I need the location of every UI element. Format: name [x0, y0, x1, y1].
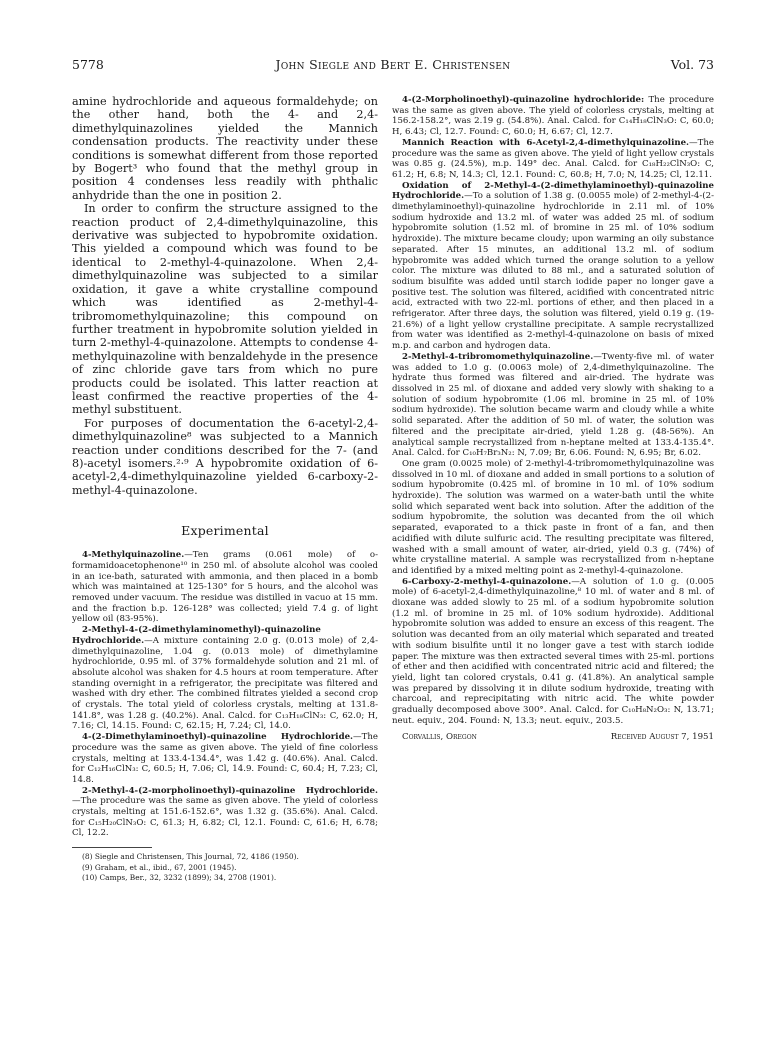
experimental-entry: [392, 95, 714, 138]
running-header: [72, 57, 714, 73]
intro-paragraph-2: In order to confirm the structure assigned to the reaction product of 2,4-dimethylquinazoline, this derivative was subjected to hypobromite oxidation. This yielded a compound which was found to be identical to 2-methyl-4-quinazolone. When 2,4-dimethylquinazoline was subjected to a similar oxidation, it gave a white crystalline compound which was identified as 2-methyl-4-tribromomethylquinazoline; this compound on further treatment in hypobromite solution yielded in turn 2-methyl-4-quinazolone. Attempts to condense 4-methylquinazoline with benzaldehyde in the presence of zinc chloride gave tars from which no pure products could be isolated. This latter reaction at least confirmed the reactive properties of the 4-methyl substituent.: [72, 202, 378, 417]
entry-title: Mannich Reaction with 6-Acetyl-2,4-dimethylquinazoline.: [402, 137, 690, 148]
right-column: [392, 95, 714, 744]
running-header-authors: John Siegle and Bert E. Christensen: [275, 57, 511, 72]
entry-body: —A mixture containing 2.0 g. (0.013 mole) of 2,4-dimethylquinazoline, 1.04 g. (0.013 mole) of dimethylamine hydrochloride, 0.95 ml. of 37% formaldehyde solution and 21 ml. of absolute alcohol was shaken for 4.5 hours at room temperature. After standing overnight in a refrigerator, the precipitate was filtered and washed with dry ether. The combined filtrates yielded a second crop of crystals. The total yield of colorless crystals, melting at 131.8-141.8°, was 1.28 g. (40.2%). Anal. Calcd. for C₁₃H₁₈ClN₃: C, 62.0; H, 7.16; Cl, 14.15. Found: C, 62.15; H, 7.24; Cl, 14.0.: [72, 635, 378, 732]
experimental-entry: [392, 577, 714, 727]
footnote: (8) Siegle and Christensen, This Journal, 72, 4186 (1950).: [82, 852, 299, 862]
entry-title: 4-Methylquinazoline.: [82, 550, 185, 561]
entry-body: —The procedure was the same as given above. The yield of fine colorless crystals, melting at 133.4-134.4°, was 1.42 g. (40.6%). Anal. Calcd. for C₁₂H₁₆ClN₃: C, 60.5; H, 7.06; Cl, 14.9. Found: C, 60.4; H, 7.23; Cl, 14.8.: [72, 732, 378, 785]
experimental-entry: [392, 138, 714, 181]
entry-body: —Twenty-five ml. of water was added to 1.0 g. (0.0063 mole) of 2,4-dimethylquinazoline. The hydrate thus formed was filtered and air-dried. The hydrate was dissolved in 25 ml. of dioxane and added very slowly with shaking to a solution of sodium hypobromite (1.06 ml. bromine in 25 ml. of 10% sodium hydroxide). The solution became warm and cloudy while a white solid separated. After the addition of 50 ml. of water, the solution was filtered and the precipitate air-dried, yield 1.28 g. (48-56%). An analytical sample recrystallized from n-heptane melted at 133.4-135.4°. Anal. Calcd. for C₁₀H₇Br₃N₂: N, 7.09; Br, 6.06. Found: N, 6.95; Br, 6.02.: [392, 351, 714, 459]
intro-paragraph-1: amine hydrochloride and aqueous formaldehyde; on the other hand, both the 4- and 2,4-dimethylquinazolines yielded the Mannich condensation products. The reactivity under these conditions is somewhat different from those reported by Bogert³ who found that the methyl group in position 4 condenses less readily with phthalic anhydride than the one in position 2.: [72, 95, 378, 202]
entry-title: Oxidation of 2-Methyl-4-(2-dimethylaminoethyl)-quinazoline Hydrochloride.: [392, 180, 714, 202]
experimental-entry: [72, 732, 378, 786]
entry-body: —The procedure was the same as given above. The yield of light yellow crystals was 0.85 g. (24.5%), m.p. 149° dec. Anal. Calcd. for C₁₈H₂₂ClN₃O: C, 61.2; H, 6.8; N, 14.3; Cl, 12.1. Found: C, 60.8; H, 7.0; N, 14.25; Cl, 12.11.: [392, 137, 714, 180]
entry-body: —Ten grams (0.061 mole) of o-formamidoacetophenone¹⁰ in 250 ml. of absolute alcohol was cooled in an ice-bath, saturated with ammonia, and then placed in a bomb which was maintained at 125-130° for 5 hours, and the alcohol was removed under vacuum. The residue was distilled in vacuo at 15 mm. and the fraction b.p. 126-128° was collected; yield 7.4 g. of light yellow oil (83-95%).: [72, 550, 378, 625]
left-column: [72, 95, 378, 884]
footnote: (9) Graham, et al., ibid., 67, 2001 (1945).: [82, 862, 237, 872]
entry-title: 2-Methyl-4-tribromomethylquinazoline.: [402, 351, 594, 362]
received-date: Received August 7, 1951: [610, 732, 714, 743]
entry-body: —To a solution of 1.38 g. (0.0055 mole) of 2-methyl-4-(2-dimethylaminoethyl)-quinazoline hydrochloride in 2.11 ml. of 10% sodium hydroxide and 13.2 ml. of water was added 25 ml. of sodium hypobromite solution (1.52 ml. of bromine in 25 ml. of 10% sodium hydroxide). The mixture became cloudy; upon warming an oily substance separated. After 15 minutes, an additional 13.2 ml. of sodium hypobromite was added which turned the orange solution to a yellow color. The mixture was diluted to 88 ml., and a saturated solution of sodium bisulfite was added until starch iodide paper no longer gave a positive test. The solution was filtered, acidified with concentrated nitric acid, extracted with two 22-ml. portions of ether, and then placed in a refrigerator. After three days, the solution was filtered, yield 0.19 g. (19-21.6%) of a light yellow crystalline precipitate. A sample recrystallized from water was identified as 2-methyl-4-quinazolone on basis of mixed m.p. and carbon and hydrogen data.: [392, 191, 714, 352]
article-footer: [392, 732, 714, 744]
entry-title: 4-(2-Morpholinoethyl)-quinazoline hydrochloride:: [402, 95, 645, 105]
entry-body: —The procedure was the same as given above. The yield of colorless crystals, melting at 151.6-152.6°, was 1.32 g. (35.6%). Anal. Calcd. for C₁₅H₂₀ClN₃O: C, 61.3; H, 6.82; Cl, 12.1. Found: C, 61.6; H, 6.78; Cl, 12.2.: [72, 796, 378, 839]
footnote: (10) Camps, Ber., 32, 3232 (1899); 34, 2708 (1901).: [82, 873, 277, 883]
section-heading-experimental: Experimental: [181, 523, 269, 539]
page-number: 5778: [72, 57, 104, 72]
footnote-divider: [72, 847, 152, 848]
entry-body: —A solution of 1.0 g. (0.005 mole) of 6-acetyl-2,4-dimethylquinazoline,⁸ 10 ml. of water and 8 ml. of dioxane was added slowly to 25 ml. of a sodium hypobromite solution (1.2 ml. of bromine in 25 ml. of 10% sodium hydroxide). Additional hypobromite solution was added to ensure an excess of this reagent. The solution was decanted from an oily material which separated and treated with sodium bisulfite until it no longer gave a test with starch iodide paper. The mixture was then extracted several times with 25-ml. portions of ether and then acidified with concentrated nitric acid and filtered; the yield, light tan colored crystals, 0.41 g. (41.8%). An analytical sample was prepared by dissolving it in dilute sodium hydroxide, treating with charcoal, and reprecipitating with nitric acid. The white powder gradually decomposed above 300°. Anal. Calcd. for C₁₀H₈N₂O₃: N, 13.71; neut. equiv., 204. Found: N, 13.3; neut. equiv., 203.5.: [392, 576, 714, 726]
entry-title: 4-(2-Dimethylaminoethyl)-quinazoline Hydrochloride.: [82, 732, 354, 743]
volume-label: Vol. 73: [670, 57, 714, 72]
experimental-paragraph: One gram (0.0025 mole) of 2-methyl-4-tribromomethylquinazoline was dissolved in 10 ml. of dioxane and added in small portions to a solution of sodium hypobromite (0.425 ml. of bromine in 10 ml. of 10% sodium hydroxide). The solution was warmed on a water-bath until the white solid which separated went back into solution. After the addition of the sodium hypobromite, the solution was decanted from the oil which separated, evaporated to a thick paste in front of a fan, and then acidified with dilute sulfuric acid. The resulting precipitate was filtered, washed with a small amount of water, air-dried, yield 0.3 g. (74%) of white crystalline material. A sample was recrystallized from n-heptane and identified by a mixed melting point as 2-methyl-4-quinazolone.: [392, 458, 714, 576]
entry-title: 2-Methyl-4-(2-morpholinoethyl)-quinazoline Hydrochloride.: [82, 785, 378, 796]
intro-paragraph-3: For purposes of documentation the 6-acetyl-2,4-dimethylquinazoline⁸ was subjected to a Mannich reaction under conditions described for the 7- (and 8)-acetyl isomers.²·⁹ A hypobromite oxidation of 6-acetyl-2,4-dimethylquinazoline yielded 6-carboxy-2-methyl-4-quinazolone.: [72, 416, 378, 497]
experimental-entry: [72, 625, 378, 732]
experimental-entry: [72, 550, 378, 625]
entry-body: The procedure was the same as given above. The yield of colorless crystals, melting at 156.2-158.2°, was 2.19 g. (54.8%). Anal. Calcd. for C₁₄H₁₈ClN₃O: C, 60.0; H, 6.43; Cl, 12.7. Found: C, 60.0; H, 6.67; Cl, 12.7.: [392, 95, 714, 138]
experimental-entry: [392, 352, 714, 459]
entry-title: 6-Carboxy-2-methyl-4-quinazolone.: [402, 576, 572, 587]
author-location: Corvallis, Oregon: [402, 732, 477, 743]
entry-title: 2-Methyl-4-(2-dimethylaminomethyl)-quinazoline Hydrochloride.: [72, 625, 321, 646]
experimental-entry: [72, 786, 378, 840]
experimental-entry: [392, 181, 714, 352]
